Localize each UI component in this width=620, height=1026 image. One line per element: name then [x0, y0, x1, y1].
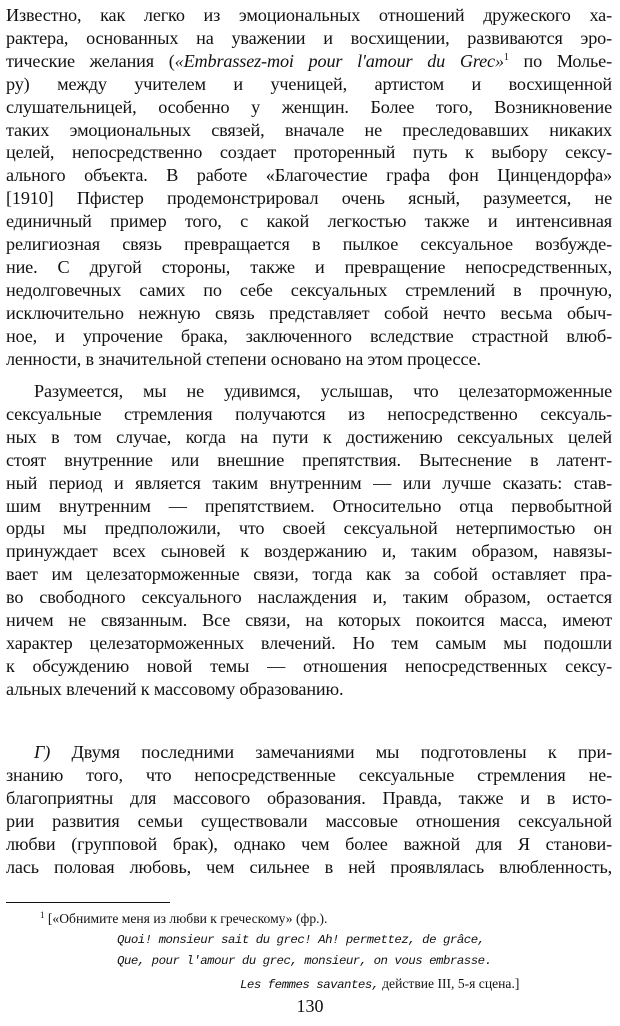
section-marker: Г)	[34, 742, 51, 762]
text-line: характер целезаторможенных влечений. Но тем самым мы подошли	[6, 632, 612, 653]
text-line-with-section-marker	[6, 741, 612, 764]
footnote-quote-line: Quoi! monsieur sait du grec! Ah! permettez, de grâce,	[117, 932, 485, 947]
text-line: ленности, в значительной степени основано на этом процессе.	[6, 348, 481, 369]
text-line: целей, непосредственно создает проторенный путь к выбору сексу-	[6, 142, 612, 163]
text-line-with-footnote-ref	[6, 50, 612, 73]
text-line: рактера, основанных на уважении и восхищении, развиваются эро-	[6, 27, 612, 48]
text-line: рии развития семьи существовали массовые отношения сексуальной	[6, 810, 612, 831]
text-segment: по Молье-	[508, 50, 612, 71]
text-line: таких эмоциональных связей, вначале не преследовавших никаких	[6, 119, 612, 140]
text-line: Известно, как легко из эмоциональных отношений дружеского ха-	[6, 5, 612, 25]
text-line: [1910] Пфистер продемонстрировал очень ясный, разумеется, не	[6, 188, 612, 209]
text-line: шим внутренним — препятствием. Относительно отца первобытной	[6, 495, 612, 516]
footnote-source-line	[40, 973, 580, 997]
text-line: стоят внутренние или внешние препятствия. Вытеснение в латент-	[6, 449, 612, 470]
text-line: любви (групповой брак), однако чем более важной для Я станови-	[6, 833, 612, 854]
text-line: исключительно нежную связь представляет собой нечто весьма обыч-	[6, 302, 612, 323]
text-line: знанию того, что непосредственные сексуальные стремления не-	[6, 764, 612, 785]
text-line: благоприятны для массового образования. Правда, также и в исто-	[6, 787, 612, 808]
footnote-translation-line	[40, 908, 580, 930]
text-line: Разумеется, мы не удивимся, услышав, что целезаторможенные	[34, 381, 612, 401]
text-line: во свободного сексуального наслаждения и, таким образом, остается	[6, 587, 612, 608]
paragraph-1	[6, 4, 612, 371]
footnote-marker: 1	[40, 910, 45, 920]
text-line: ных в том случае, когда на пути к достижению сексуальных целей	[6, 426, 612, 447]
text-line: лась половая любовь, чем сильнее в ней проявлялась влюбленность,	[6, 856, 612, 877]
text-line: ный период и является таким внутренним — или лучше сказать: став-	[6, 472, 612, 493]
text-line: слушательницей, особенно у женщин. Более того, Возникновение	[6, 96, 612, 117]
text-line: ального объекта. В работе «Благочестие графа фон Цинцендорфа»	[6, 165, 612, 186]
text-segment: Двумя последними замечаниями мы подготовлены к при-	[50, 742, 612, 762]
text-line: принуждает всех сыновей к воздержанию и, таким образом, навязы-	[6, 541, 612, 562]
text-line: вает им целезаторможенные связи, тогда как за собой оставляет пра-	[6, 564, 612, 585]
paragraph-3	[6, 741, 612, 878]
text-line: альных влечений к массовому образованию.	[6, 678, 344, 699]
text-line: сексуальные стремления получаются из непосредственно сексуаль-	[6, 403, 612, 424]
text-line: к обсуждению новой темы — отношения непосредственных сексу-	[6, 655, 612, 676]
text-line: религиозная связь превращается в пылкое сексуальное возбужде-	[6, 234, 612, 255]
text-line: недолговечных самих по себе сексуальных стремлений в прочную,	[6, 279, 612, 300]
footnote-source-ref: действие III, 5-я сцена.]	[378, 975, 520, 991]
text-line: ние. С другой стороны, также и превращение непосредственных,	[6, 256, 612, 277]
french-quote: «Embrassez-moi pour l'amour du Grec»	[174, 50, 504, 71]
footnote-source-title: Les femmes savantes,	[240, 977, 379, 992]
footnote-quote-line: Que, pour l'amour du grec, monsieur, on vous embrasse.	[117, 954, 492, 968]
footnote-divider	[6, 902, 170, 903]
text-line: ное, и упрочение брака, заключенного вследствие страстной влюб-	[6, 325, 612, 346]
footnote-reference[interactable]: 1	[503, 51, 509, 63]
text-line: орды мы предположили, что своей сексуальной нетерпимостью он	[6, 518, 612, 539]
text-line: единичный пример того, с какой легкостью также и интенсивная	[6, 211, 612, 232]
paragraph-2	[6, 380, 612, 701]
text-line: ру) между учителем и ученицей, артистом и восхищенной	[6, 73, 612, 94]
page-number: 130	[296, 996, 324, 1016]
text-segment: тические желания (	[6, 50, 175, 71]
footnote-translation: [«Обнимите меня из любви к греческому» (фр.).	[44, 911, 328, 926]
footnote	[40, 908, 580, 996]
text-line: ничем не связанным. Все связи, на которых покоится масса, имеют	[6, 610, 612, 631]
